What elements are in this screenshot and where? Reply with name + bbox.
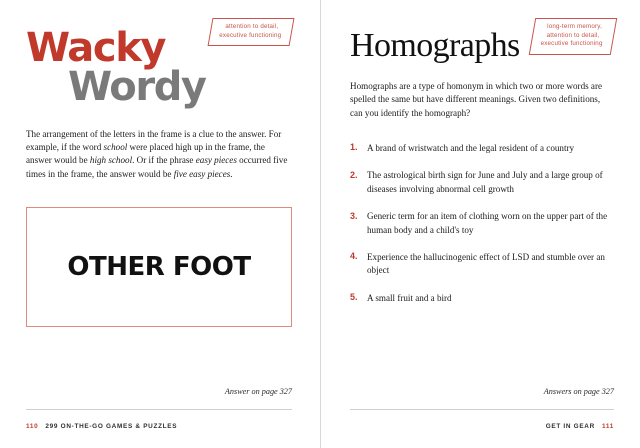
page-number-left: 110: [26, 423, 39, 430]
page-footer-right: [546, 423, 614, 430]
list-item: [350, 210, 614, 237]
answer-reference-right: Answers on page 327: [543, 387, 614, 396]
question-number: 5.: [350, 292, 358, 303]
question-text: The astrological birth sign for June and July and a large group of diseases involving abnormal cell growth: [367, 170, 603, 194]
footer-rule-left: [26, 409, 292, 410]
answer-reference-left: Answer on page 327: [224, 387, 292, 396]
question-text: A small fruit and a bird: [367, 292, 452, 303]
intro-emphasis: five easy pieces: [173, 168, 231, 179]
question-number: 4.: [350, 251, 358, 262]
intro-text-part: .: [230, 168, 233, 179]
title-line-two: Wordy: [68, 63, 206, 110]
list-item: [350, 142, 614, 155]
intro-text-part: were placed high up in the frame, the answer would be: [26, 142, 265, 166]
intro-text-part: occurred five times in the frame, the answer would be: [26, 155, 288, 179]
running-head-left: 299 ON-THE-GO GAMES & PUZZLES: [45, 423, 178, 430]
skill-tag-line: long-term memory,: [547, 23, 603, 30]
intro-text-part: The arrangement of the letters in the frame is a clue to the answer. For example, if the word: [26, 128, 282, 152]
question-number: 2.: [350, 169, 358, 180]
skill-tag-box-left: [208, 18, 295, 46]
question-text: Experience the hallucinogenic effect of LSD and stumble over an object: [367, 251, 605, 276]
right-page: [320, 0, 640, 448]
page-footer-left: [26, 423, 177, 430]
footer-rule-right: [350, 409, 614, 410]
skill-tag-line: attention to detail,: [546, 31, 600, 39]
title-line-one: Wacky: [26, 25, 166, 71]
question-text: Generic term for an item of clothing worn on the upper part of the human body and a child's toy: [367, 211, 608, 235]
page-title-homographs: Homographs: [350, 27, 520, 64]
puzzle-word: OTHER FOOT: [67, 252, 251, 283]
intro-emphasis: school: [103, 142, 128, 152]
left-intro-paragraph: [26, 128, 292, 182]
page-number-right: 111: [601, 423, 614, 430]
question-list: [350, 142, 614, 305]
skill-tag-line: executive functioning: [540, 40, 603, 48]
puzzle-frame: [26, 207, 292, 327]
question-text: A brand of wristwatch and the legal resident of a country: [367, 142, 575, 153]
skill-tag-box-right: [529, 18, 617, 55]
skill-tag-line: executive functioning: [219, 31, 282, 39]
list-item: [350, 251, 614, 278]
list-item: [350, 169, 614, 196]
question-number: 3.: [350, 210, 358, 221]
running-head-right: GET IN GEAR: [545, 423, 595, 430]
list-item: [350, 292, 614, 305]
intro-emphasis: easy pieces: [195, 155, 237, 166]
intro-text-part: . Or if the phrase: [132, 155, 196, 166]
question-number: 1.: [350, 142, 358, 153]
skill-tag-line: attention to detail,: [225, 23, 279, 30]
right-intro-paragraph: Homographs are a type of homonym in which two or more words are spelled the same but have different meanings. Given two definitions, can you identify the homograph?: [350, 80, 603, 118]
intro-emphasis: high school: [89, 155, 133, 166]
